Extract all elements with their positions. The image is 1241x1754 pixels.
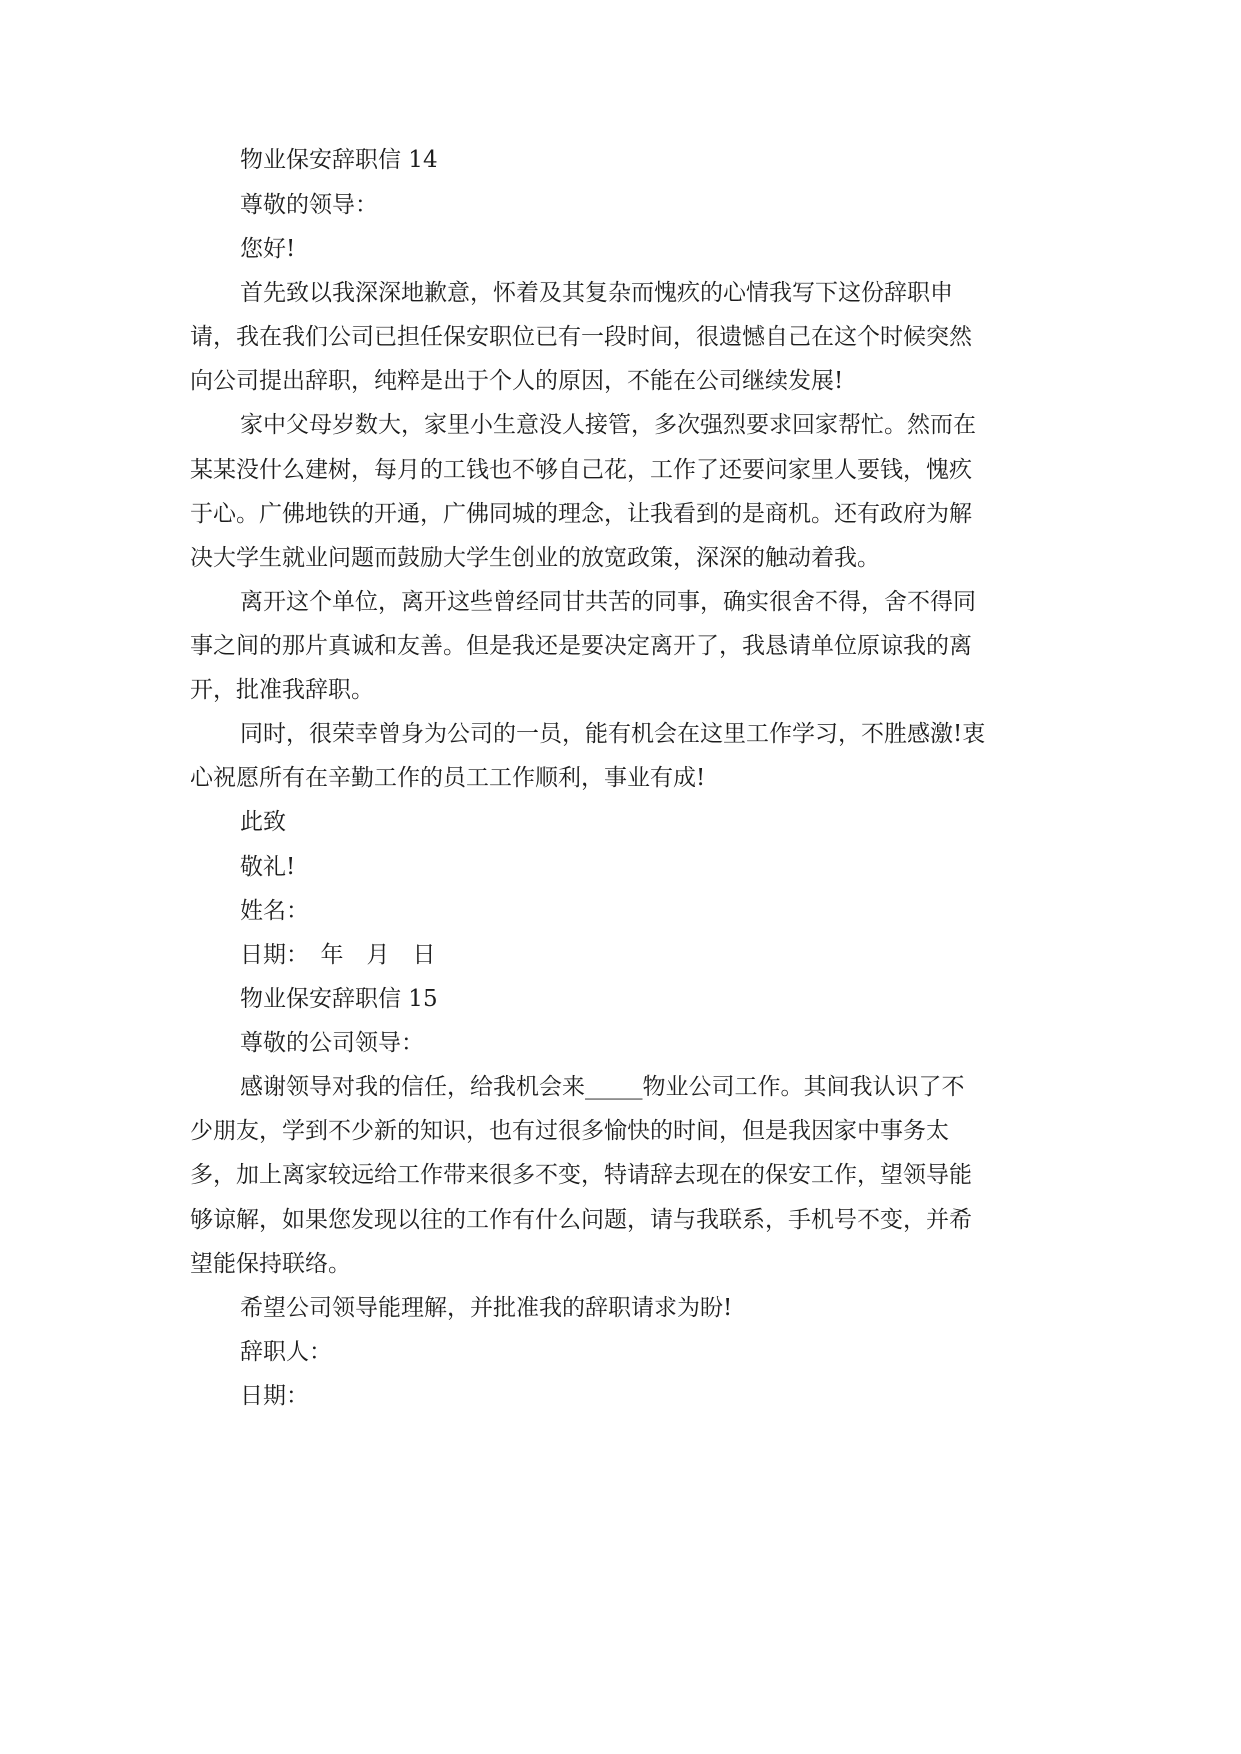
letter15-title: 物业保安辞职信 15 <box>240 986 438 1012</box>
letter14-closing-salute: 敬礼! <box>240 854 296 880</box>
letter15-p1-line: 够谅解，如果您发现以往的工作有什么问题，请与我联系，手机号不变，并希 <box>190 1207 972 1233</box>
letter14-p4-line: 心祝愿所有在辛勤工作的员工工作顺利，事业有成! <box>190 765 706 791</box>
letter14-p1-line: 向公司提出辞职，纯粹是出于个人的原因，不能在公司继续发展! <box>190 368 844 394</box>
letter14-date-line: 日期： 年 月 日 <box>240 942 436 968</box>
letter15-resigner-label: 辞职人： <box>240 1339 332 1365</box>
letter14-closing-regards: 此致 <box>240 809 286 835</box>
letter15-p2: 希望公司领导能理解，并批准我的辞职请求为盼! <box>240 1295 733 1321</box>
letter14-greeting: 您好! <box>240 236 296 262</box>
letter14-title: 物业保安辞职信 14 <box>240 147 438 173</box>
letter14-p1-line: 首先致以我深深地歉意，怀着及其复杂而愧疚的心情我写下这份辞职申 <box>240 280 953 306</box>
letter14-p3-line: 离开这个单位，离开这些曾经同甘共苦的同事，确实很舍不得，舍不得同 <box>240 589 976 615</box>
letter14-p4-line: 同时，很荣幸曾身为公司的一员，能有机会在这里工作学习，不胜感激!衷 <box>240 721 986 747</box>
letter15-p1-line: 多，加上离家较远给工作带来很多不变，特请辞去现在的保安工作，望领导能 <box>190 1162 972 1188</box>
letter14-p1-line: 请，我在我们公司已担任保安职位已有一段时间，很遗憾自己在这个时候突然 <box>190 324 972 350</box>
letter15-date-label: 日期： <box>240 1383 309 1409</box>
letter14-salutation: 尊敬的领导： <box>240 192 378 218</box>
letter14-p3-line: 事之间的那片真诚和友善。但是我还是要决定离开了，我恳请单位原谅我的离 <box>190 633 972 659</box>
letter14-p2-line: 于心。广佛地铁的开通，广佛同城的理念，让我看到的是商机。还有政府为解 <box>190 501 972 527</box>
letter15-salutation: 尊敬的公司领导： <box>240 1030 424 1056</box>
letter14-name-label: 姓名： <box>240 898 309 924</box>
letter14-p3-line: 开，批准我辞职。 <box>190 677 374 703</box>
letter15-p1-line: 感谢领导对我的信任，给我机会来_____物业公司工作。其间我认识了不 <box>240 1074 965 1100</box>
letter15-p1-line: 少朋友，学到不少新的知识，也有过很多愉快的时间，但是我因家中事务太 <box>190 1118 949 1144</box>
letter14-p2-line: 某某没什么建树，每月的工钱也不够自己花，工作了还要问家里人要钱，愧疚 <box>190 457 972 483</box>
letter14-p2-line: 决大学生就业问题而鼓励大学生创业的放宽政策，深深的触动着我。 <box>190 545 880 571</box>
letter14-p2-line: 家中父母岁数大，家里小生意没人接管，多次强烈要求回家帮忙。然而在 <box>240 412 976 438</box>
letter15-p1-line: 望能保持联络。 <box>190 1251 351 1277</box>
